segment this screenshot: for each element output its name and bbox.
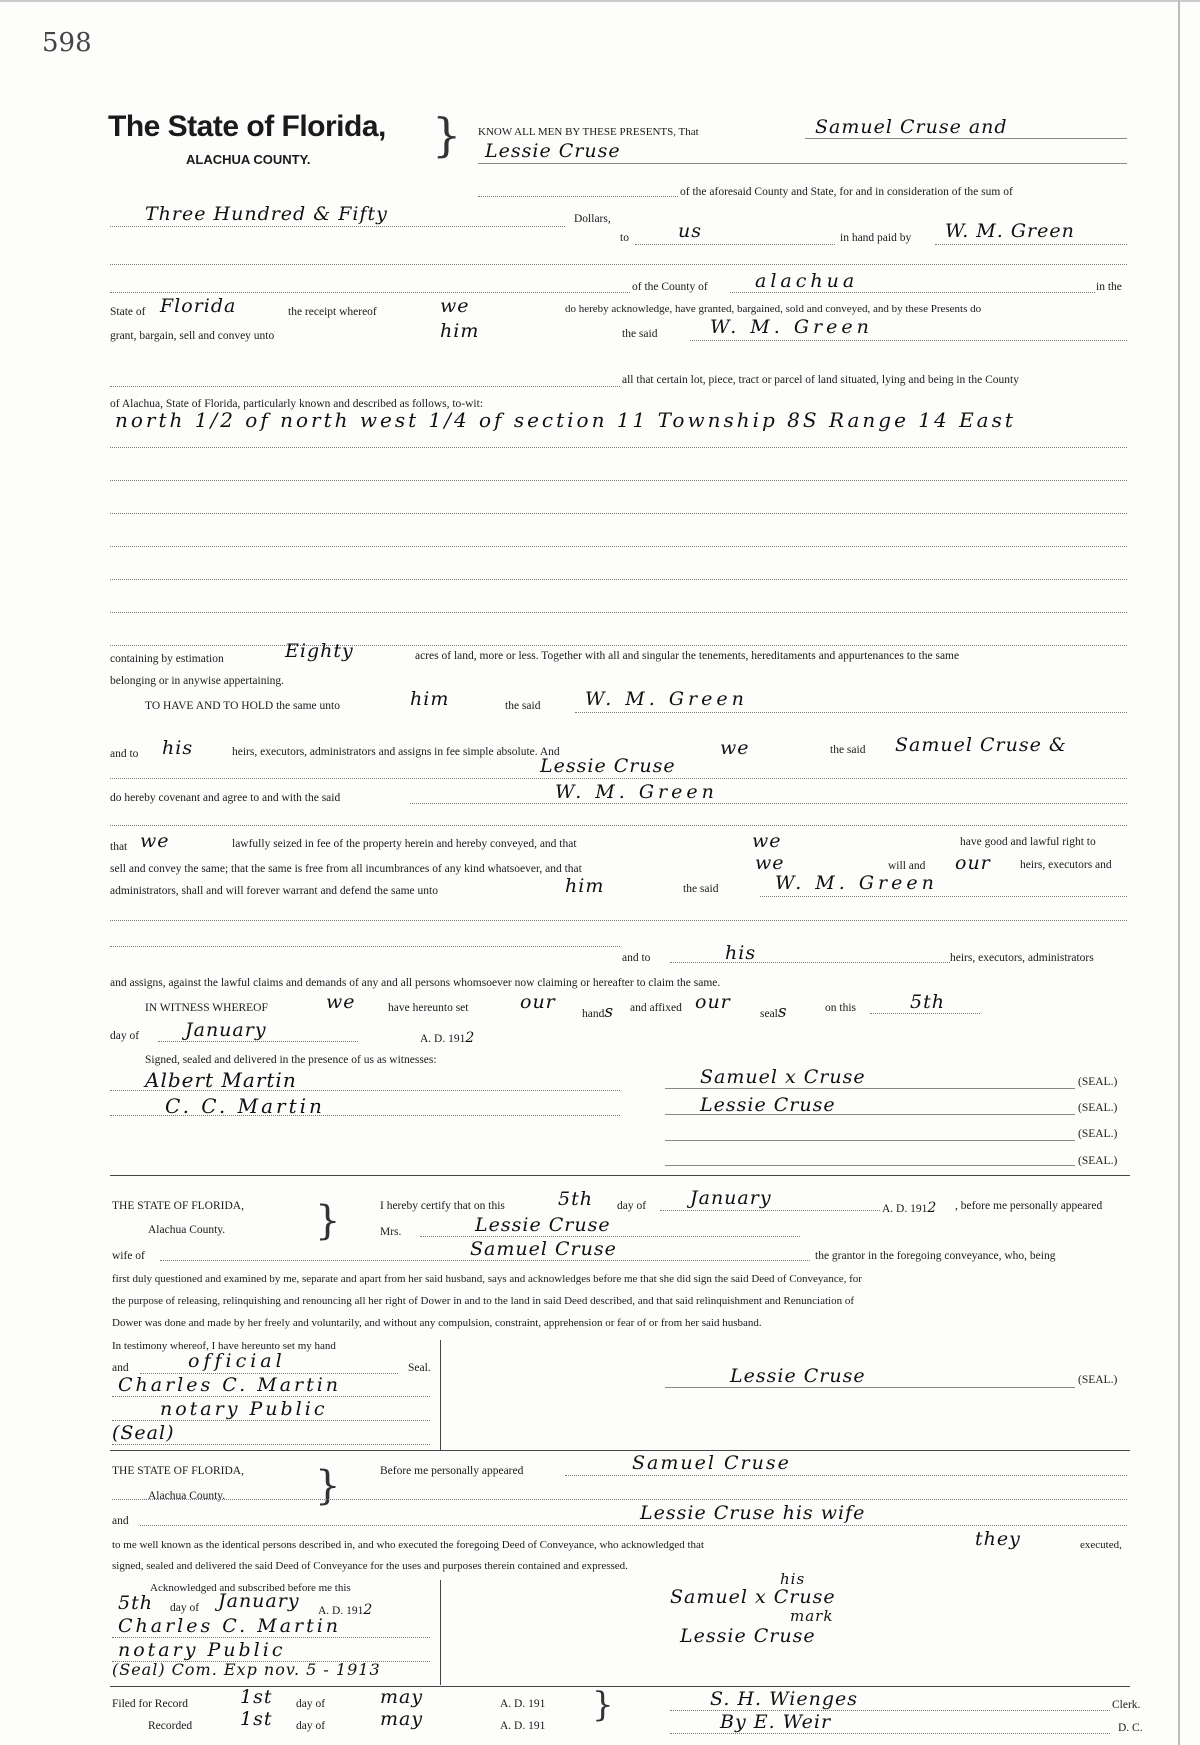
set-who: our [520, 991, 556, 1013]
year-digit: 2 [465, 1030, 476, 1046]
fill-line [110, 480, 1127, 481]
fill-line [670, 962, 950, 963]
ack-day: 5th [118, 1592, 153, 1614]
dower-day: 5th [558, 1188, 593, 1210]
mrs-label: Mrs. [380, 1226, 402, 1238]
recorded-ad: A. D. 191 [500, 1720, 546, 1732]
fill-line [110, 612, 1127, 613]
will-who: our [955, 852, 991, 874]
ad-year-prefix: A. D. 191 [420, 1033, 466, 1045]
recorded-month: may [380, 1708, 424, 1730]
the-said-label-2: the said [830, 744, 866, 756]
fill-line [158, 1041, 358, 1042]
ack-day-of: day of [170, 1602, 200, 1614]
and-to-label-2: and to [622, 952, 651, 964]
fill-line [110, 645, 1127, 646]
fill-line [110, 513, 1127, 514]
grantee-name: W. M. Green [710, 316, 873, 338]
fill-line [565, 1475, 1127, 1476]
alachua-text: of Alachua, State of Florida, particularly known and described as follows, to-wit: [110, 398, 484, 410]
fill-line [140, 1525, 1127, 1526]
to-whom: us [678, 220, 702, 242]
said-grantors-2: Lessie Cruse [540, 755, 676, 777]
seal-label-2: (SEAL.) [1078, 1102, 1118, 1114]
seal-label-1: (SEAL.) [1078, 1076, 1118, 1088]
year-digit: 2 [363, 1602, 374, 1618]
receipt-who: we [440, 295, 470, 317]
belonging-text: belonging or in anywise appertaining. [110, 675, 285, 687]
affixed-label: and affixed [630, 1002, 682, 1014]
ad-year-prefix: A. D. 191 [882, 1203, 928, 1215]
fill-line [690, 340, 1127, 341]
in-the-label: in the [1096, 281, 1122, 293]
county-name: alachua [755, 270, 859, 292]
heirs-exec-admin-text: heirs, executors, administrators [950, 952, 1094, 964]
ad-year-prefix: A. D. 191 [318, 1605, 364, 1617]
brace-symbol: } [432, 108, 462, 162]
witness-2-name: C. C. Martin [165, 1094, 325, 1118]
ack-signature-2: Lessie Cruse [680, 1625, 816, 1647]
fill-line [110, 546, 1127, 547]
to-label: to [620, 232, 629, 244]
fill-line [730, 292, 1095, 293]
dc-label: D. C. [1118, 1722, 1143, 1734]
ack-state: THE STATE OF FLORIDA, [112, 1465, 244, 1477]
fill-line [478, 196, 678, 197]
seal-word: seal [760, 1008, 778, 1020]
have-good-text: have good and lawful right to [960, 836, 1096, 848]
dower-para-2: the purpose of releasing, relinquishing and renouncing all her right of Dower in and to the land in said Deed described, and that said relinquishment and Renunciation of [112, 1295, 854, 1307]
ack-month: January [218, 1590, 300, 1612]
fill-line [478, 163, 1127, 164]
section-divider [110, 1450, 1130, 1451]
to-have-text: TO HAVE AND TO HOLD the same unto [145, 700, 340, 712]
husband-name: Samuel Cruse [470, 1238, 617, 1260]
admin-said-label: the said [683, 883, 719, 895]
fill-line [110, 292, 630, 293]
dower-county: Alachua County. [148, 1224, 226, 1236]
mark-label: mark [790, 1607, 834, 1625]
before-text: , before me personally appeared [955, 1200, 1103, 1212]
day-of-label: day of [110, 1030, 140, 1042]
acres-handwritten: Eighty [285, 640, 354, 662]
acknowledge-text: do hereby acknowledge, have granted, bargained, sold and conveyed, and by these Presents do [565, 303, 982, 315]
to-have-who: him [410, 688, 450, 710]
on-this-label: on this [825, 1002, 856, 1014]
section-divider [110, 1175, 1130, 1176]
state-name: Florida [160, 295, 237, 317]
receipt-whereof-label: the receipt whereof [288, 306, 377, 318]
intro-text: KNOW ALL MEN BY THESE PRESENTS, That [478, 126, 699, 138]
signature-line [665, 1140, 1075, 1141]
seized-who: we [752, 830, 782, 852]
fill-line [935, 244, 1127, 245]
notary-name: Charles C. Martin [118, 1374, 342, 1396]
wife-name: Lessie Cruse [475, 1214, 611, 1236]
fill-line [110, 579, 1127, 580]
brace-symbol: } [592, 1685, 614, 1725]
signature-1: Samuel x Cruse [700, 1066, 866, 1088]
ack-notary-title: notary Public [118, 1639, 286, 1661]
signature-2: Lessie Cruse [700, 1094, 836, 1116]
seals-label [760, 1002, 788, 1022]
ack-name-2: Lessie Cruse his wife [640, 1502, 866, 1524]
fill-line [110, 264, 1127, 265]
recorded-day-of: day of [296, 1720, 326, 1732]
ack-county: Alachua County. [148, 1490, 226, 1502]
fill-line [760, 896, 1127, 897]
fill-line [112, 1420, 430, 1421]
day-num: 5th [910, 991, 945, 1013]
witness-text: IN WITNESS WHEREOF [145, 1002, 268, 1014]
amount-handwritten: Three Hundred & Fifty [145, 203, 388, 225]
grantor-text: the grantor in the foregoing conveyance, who, being [815, 1250, 1056, 1262]
ack-name-1: Samuel Cruse [632, 1452, 791, 1474]
fill-line [112, 1637, 430, 1638]
clerk-signature: S. H. Wienges [710, 1688, 858, 1710]
dower-para-3: Dower was done and made by her freely and voluntarily, and without any compulsion, constraint, apprehension or fear of or from her said husband. [112, 1317, 762, 1329]
hand-word: hand [582, 1008, 605, 1020]
dower-seal-label: (SEAL.) [1078, 1374, 1118, 1386]
sell-text: sell and convey the same; that the same is free from all incumbrances of any kind whatsoever, and that [110, 863, 582, 875]
grantors-line1: Samuel Cruse and [815, 116, 1008, 138]
page-right-edge [1178, 0, 1180, 1745]
fill-line [110, 825, 1127, 826]
that-label: that [110, 841, 128, 853]
signature-line [665, 1114, 1075, 1115]
hands-s: s [604, 1002, 615, 1022]
ack-para-2: signed, sealed and delivered the said Deed of Conveyance for the uses and purposes therein contained and expressed. [112, 1560, 628, 1572]
sell-who: we [755, 852, 785, 874]
admin-who: him [565, 875, 605, 897]
official-word: official [188, 1350, 286, 1372]
signature-line [665, 1088, 1075, 1089]
will-and-label: will and [888, 860, 926, 872]
notary-bracket [440, 1340, 441, 1450]
fill-line [112, 1444, 430, 1445]
acres-text: acres of land, more or less. Together with all and singular the tenements, hereditaments and appurtenances to the same [415, 650, 960, 662]
and-to-who: his [162, 737, 194, 759]
fill-line [110, 226, 565, 227]
the-said-label: the said [622, 328, 658, 340]
fill-line [575, 712, 1127, 713]
ack-before: Before me personally appeared [380, 1465, 524, 1477]
containing-label: containing by estimation [110, 653, 224, 665]
signed-text: Signed, sealed and delivered in the presence of us as witnesses: [145, 1054, 437, 1066]
recorded-day: 1st [240, 1708, 273, 1730]
document-title: The State of Florida, [108, 110, 386, 143]
filed-month: may [380, 1686, 424, 1708]
ack-executed: executed, [1080, 1539, 1122, 1551]
fill-line [110, 920, 1127, 921]
fill-line [410, 803, 1127, 804]
heirs-exec-text: heirs, executors and [1020, 859, 1112, 871]
month: January [185, 1019, 267, 1041]
dower-day-of: day of [617, 1200, 647, 1212]
said-grantors-1: Samuel Cruse & [895, 734, 1067, 756]
affixed-who: our [695, 991, 731, 1013]
of-county-of-label: of the County of [632, 281, 708, 293]
that-who: we [140, 830, 170, 852]
notary-title: notary Public [160, 1398, 328, 1420]
year-digit: 2 [927, 1200, 938, 1216]
to-have-said: the said [505, 700, 541, 712]
brace-symbol: } [315, 1198, 341, 1244]
signature-line [665, 1387, 1075, 1388]
county-heading: ALACHUA COUNTY. [186, 152, 311, 167]
and-to-2-who: his [725, 942, 757, 964]
fill-line [110, 946, 620, 947]
fill-line [805, 138, 1127, 139]
testimony-text: In testimony whereof, I have hereunto set my hand [112, 1340, 336, 1352]
seal-label-4: (SEAL.) [1078, 1155, 1118, 1167]
grant-text: grant, bargain, sell and convey unto [110, 330, 275, 342]
admin-grantee: W. M. Green [775, 872, 938, 894]
fill-line [110, 1115, 620, 1116]
dower-ad [882, 1200, 937, 1216]
witness-who: we [326, 991, 356, 1013]
assigns-text: and assigns, against the lawful claims and demands of any and all persons whomsoever now claiming or hereafter to claim the same. [110, 977, 721, 989]
filed-label: Filed for Record [112, 1698, 189, 1710]
covenant-text: do hereby covenant and agree to and with the said [110, 792, 341, 804]
ack-notary-comm: (Seal) Com. Exp nov. 5 - 1913 [112, 1660, 381, 1679]
fill-line [660, 1210, 880, 1211]
fill-line [110, 1090, 620, 1091]
dower-para-1: first duly questioned and examined by me, separate and apart from her said husband, says and acknowledges before me that she did sign the said Deed of Conveyance, for [112, 1273, 862, 1285]
clerk-label: Clerk. [1112, 1699, 1141, 1711]
fill-line [110, 386, 620, 387]
ack-they: they [975, 1528, 1021, 1550]
and-to-label: and to [110, 748, 139, 760]
seal-label-3: (SEAL.) [1078, 1128, 1118, 1140]
hands-label [582, 1002, 614, 1022]
consideration-text: of the aforesaid County and State, for and in consideration of the sum of [680, 186, 1013, 198]
signature-line [665, 1165, 1075, 1166]
notary-bracket [440, 1580, 441, 1685]
dower-signature: Lessie Cruse [730, 1365, 866, 1387]
in-hand-paid-label: in hand paid by [840, 232, 912, 244]
page-top-edge [0, 0, 1200, 2]
dower-state: THE STATE OF FLORIDA, [112, 1200, 244, 1212]
ack-para-1: to me well known as the identical persons described in, and who executed the foregoing Deed of Conveyance, who acknowledged that [112, 1539, 704, 1551]
land-description: north 1/2 of north west 1/4 of section 11 Township 8S Range 14 East [115, 408, 1016, 432]
to-have-grantee: W. M. Green [585, 688, 748, 710]
payer-name: W. M. Green [945, 220, 1075, 242]
fill-line [110, 447, 1127, 448]
ack-acknowledged: Acknowledged and subscribed before me this [150, 1582, 351, 1594]
witness-1-name: Albert Martin [145, 1068, 297, 1092]
fill-line [870, 1013, 980, 1014]
and-who: we [720, 737, 750, 759]
fill-line [160, 1260, 810, 1261]
state-of-label: State of [110, 306, 146, 318]
wife-of-label: wife of [112, 1250, 145, 1262]
lot-text: all that certain lot, piece, tract or parcel of land situated, lying and being in the County [622, 374, 1019, 386]
ack-notary-name: Charles C. Martin [118, 1615, 342, 1637]
heirs-text: heirs, executors, administrators and assigns in fee simple absolute. And [232, 746, 560, 758]
dollars-label: Dollars, [574, 213, 611, 225]
filed-day: 1st [240, 1686, 273, 1708]
certify-text: I hereby certify that on this [380, 1200, 505, 1212]
fill-line [112, 1499, 1127, 1500]
ack-signature-1: Samuel x Cruse [670, 1586, 836, 1608]
grantors-line2: Lessie Cruse [485, 140, 621, 162]
brace-symbol: } [315, 1463, 341, 1509]
grantee-pronoun: him [440, 320, 480, 342]
fill-line [635, 244, 835, 245]
seal-word: Seal. [408, 1362, 431, 1374]
fill-line [670, 1733, 1110, 1734]
his-label: his [780, 1570, 806, 1588]
fill-line [110, 778, 1127, 779]
fill-line [420, 1236, 800, 1237]
page-number: 598 [42, 28, 92, 58]
seized-text: lawfully seized in fee of the property herein and hereby conveyed, and that [232, 838, 577, 850]
dower-month: January [690, 1187, 772, 1209]
seals-s: s [777, 1002, 788, 1022]
dc-signature: By E. Weir [720, 1711, 832, 1733]
admin-text: administrators, shall and will forever warrant and defend the same unto [110, 885, 438, 897]
ack-and-label: and [112, 1515, 129, 1527]
ad-label [420, 1030, 475, 1046]
filed-ad: A. D. 191 [500, 1698, 546, 1710]
filed-day-of: day of [296, 1698, 326, 1710]
and-label: and [112, 1362, 129, 1374]
recorded-label: Recorded [148, 1720, 193, 1732]
fill-line [112, 1396, 430, 1397]
have-set-text: have hereunto set [388, 1002, 469, 1014]
covenant-grantee: W. M. Green [555, 781, 718, 803]
notary-seal: (Seal) [112, 1422, 175, 1444]
